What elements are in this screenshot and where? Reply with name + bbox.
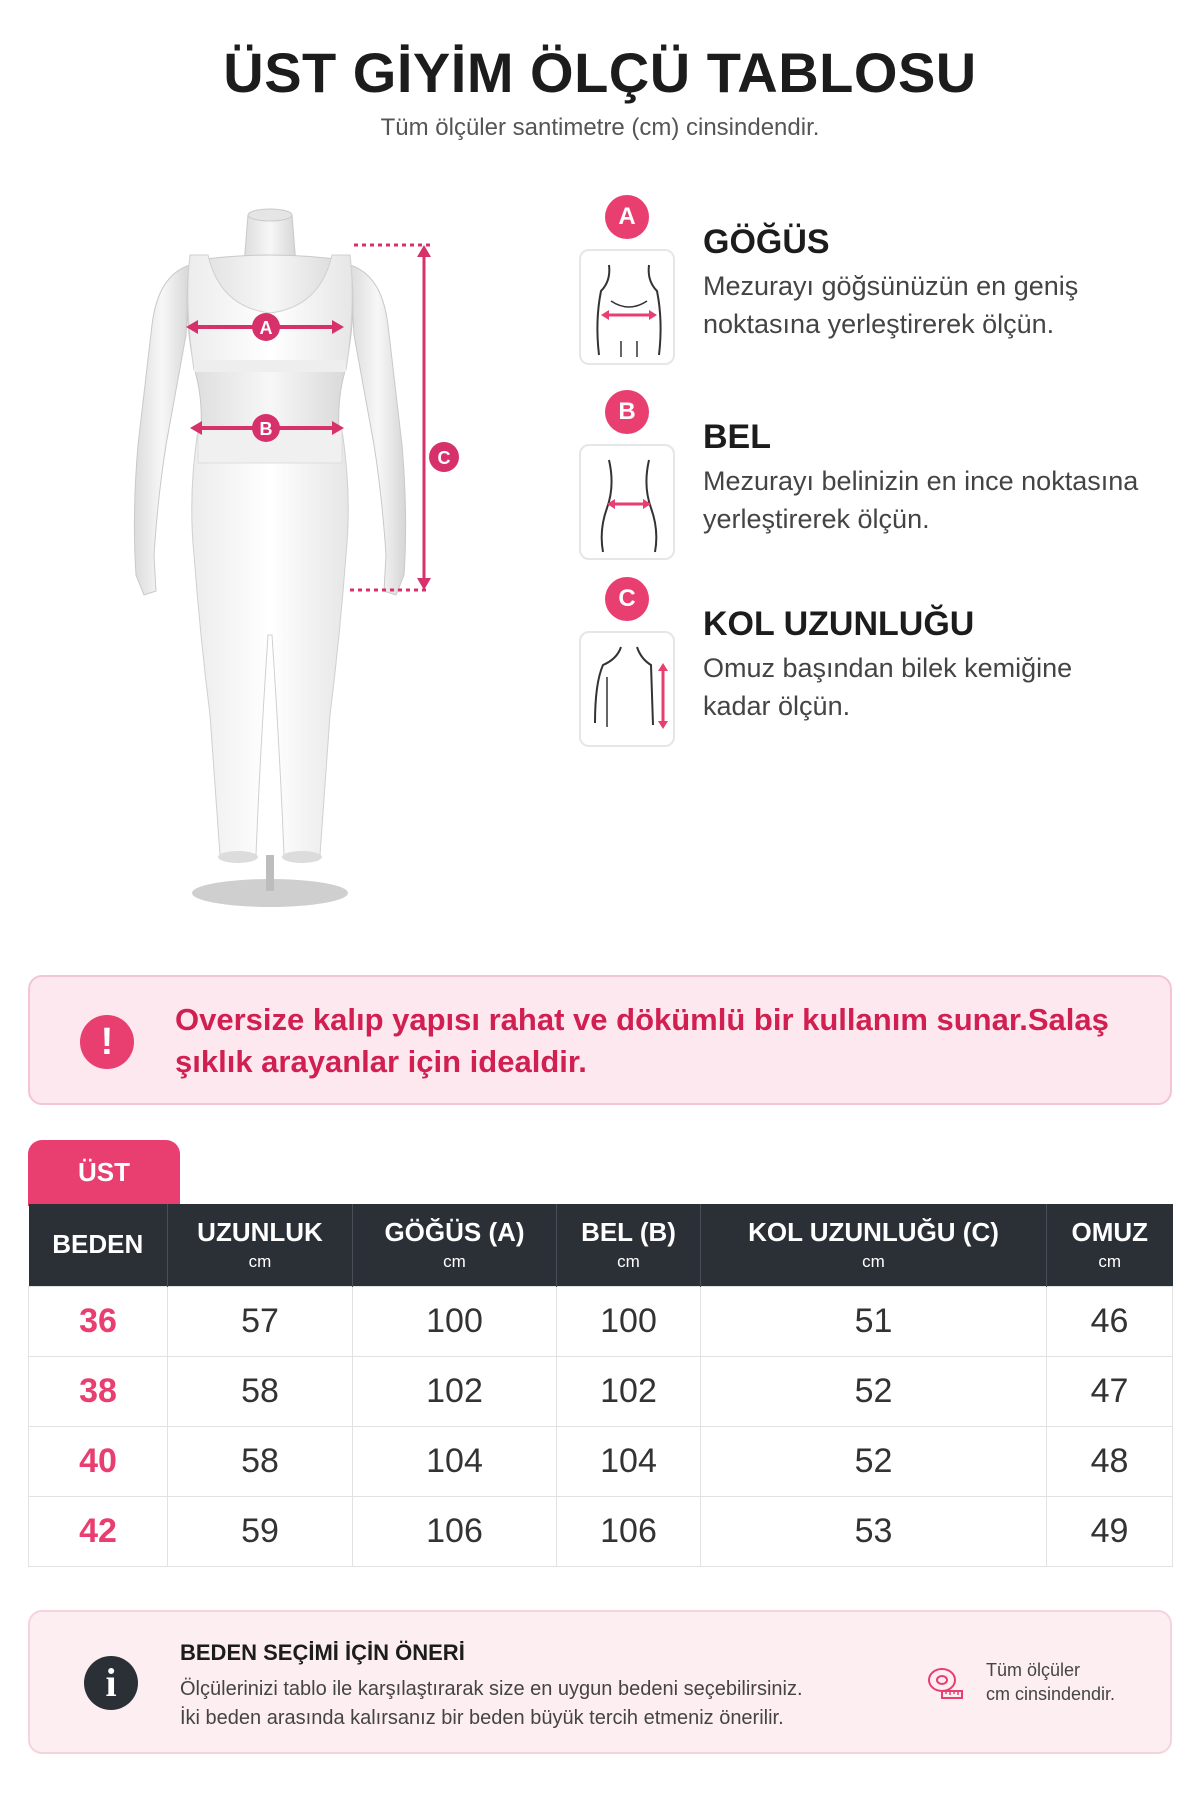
size-advice-line1: Ölçülerinizi tablo ile karşılaştırarak size en uygun bedeni seçebilirsiniz. [180, 1678, 803, 1700]
guide-text-chest-line2: noktasına yerleştirerek ölçün. [703, 309, 1055, 339]
guide-badge-a: A [605, 195, 649, 239]
table-cell: 106 [353, 1496, 557, 1566]
size-cell: 38 [29, 1356, 168, 1426]
table-header-row [29, 1204, 1173, 1286]
size-cell: 40 [29, 1426, 168, 1496]
guide-text-sleeve-line1: Omuz başından bilek kemiğine [703, 653, 1073, 683]
size-table [28, 1204, 1173, 1567]
table-cell: 59 [168, 1496, 353, 1566]
table-cell: 104 [557, 1426, 701, 1496]
guide-title-sleeve: KOL UZUNLUĞU [703, 605, 975, 643]
col-header-bel: BEL (B) cm [557, 1204, 701, 1286]
size-cell: 42 [29, 1496, 168, 1566]
guide-text-waist [703, 462, 1173, 538]
waist-measure-icon [579, 444, 675, 560]
col-header-omuz: OMUZ cm [1047, 1204, 1173, 1286]
table-cell: 106 [557, 1496, 701, 1566]
table-cell: 58 [168, 1426, 353, 1496]
mannequin-leggings [192, 430, 349, 855]
guide-text-waist-line2: yerleştirerek ölçün. [703, 504, 930, 534]
table-cell: 47 [1047, 1356, 1173, 1426]
sleeve-length-icon [579, 631, 675, 747]
guide-title-chest: GÖĞÜS [703, 223, 830, 261]
mannequin-left-arm [134, 265, 190, 595]
unit-note-line1: Tüm ölçüler [986, 1660, 1081, 1680]
info-icon: i [84, 1656, 138, 1710]
fit-notice [28, 975, 1172, 1105]
size-advice-title: BEDEN SEÇİMİ İÇİN ÖNERİ [180, 1640, 465, 1665]
table-cell: 52 [701, 1356, 1047, 1426]
table-cell: 46 [1047, 1286, 1173, 1356]
exclamation-icon: ! [80, 1015, 134, 1069]
col-header-kol: KOL UZUNLUĞU (C) cm [701, 1204, 1047, 1286]
table-cell: 52 [701, 1426, 1047, 1496]
guide-waist [575, 390, 1175, 570]
size-advice [28, 1610, 1172, 1754]
table-cell: 58 [168, 1356, 353, 1426]
unit-note-line2: cm cinsindendir. [986, 1684, 1116, 1704]
col-header-beden: BEDEN [29, 1204, 168, 1286]
mannequin-illustration [40, 195, 520, 915]
page-subtitle: Tüm ölçüler santimetre (cm) cinsindendir. [380, 114, 820, 141]
page-title: ÜST GİYİM ÖLÇÜ TABLOSU [223, 41, 977, 104]
guide-badge-b: B [605, 390, 649, 434]
table-row [29, 1496, 1173, 1566]
table-cell: 104 [353, 1426, 557, 1496]
tab-ust[interactable]: ÜST [28, 1140, 180, 1206]
guide-title-waist: BEL [703, 418, 771, 456]
mannequin-right-arm [350, 265, 406, 595]
guide-badge-c: C [605, 577, 649, 621]
measuring-tape-icon [926, 1664, 966, 1704]
table-cell: 102 [557, 1356, 701, 1426]
guide-text-chest [703, 267, 1173, 343]
stand-pole [266, 855, 274, 891]
marker-b-label: B [259, 419, 273, 439]
table-cell: 100 [353, 1286, 557, 1356]
table-cell: 51 [701, 1286, 1047, 1356]
guide-text-sleeve [703, 649, 1173, 725]
table-cell: 48 [1047, 1426, 1173, 1496]
table-row [29, 1426, 1173, 1496]
size-cell: 36 [29, 1286, 168, 1356]
guide-text-chest-line1: Mezurayı göğsünüzün en geniş [703, 271, 1079, 301]
col-header-uzunluk: UZUNLUK cm [168, 1204, 353, 1286]
marker-c-label: C [437, 448, 451, 468]
col-header-gogus: GÖĞÜS (A) cm [353, 1204, 557, 1286]
guide-chest [575, 195, 1175, 375]
fit-notice-text: Oversize kalıp yapısı rahat ve dökümlü bir kullanım sunar.Salaş şıklık arayanlar için idealdir. [175, 1002, 1109, 1079]
table-row [29, 1356, 1173, 1426]
guide-text-sleeve-line2: kadar ölçün. [703, 691, 851, 721]
guide-sleeve [575, 577, 1175, 757]
guide-text-waist-line1: Mezurayı belinizin en ince noktasına [703, 466, 1139, 496]
table-cell: 49 [1047, 1496, 1173, 1566]
table-cell: 100 [557, 1286, 701, 1356]
table-cell: 57 [168, 1286, 353, 1356]
table-cell: 102 [353, 1356, 557, 1426]
marker-a-label: A [259, 318, 273, 338]
table-cell: 53 [701, 1496, 1047, 1566]
size-advice-line2: İki beden arasında kalırsanız bir beden büyük tercih etmeniz önerilir. [180, 1707, 784, 1729]
table-row [29, 1286, 1173, 1356]
chest-measure-icon [579, 249, 675, 365]
